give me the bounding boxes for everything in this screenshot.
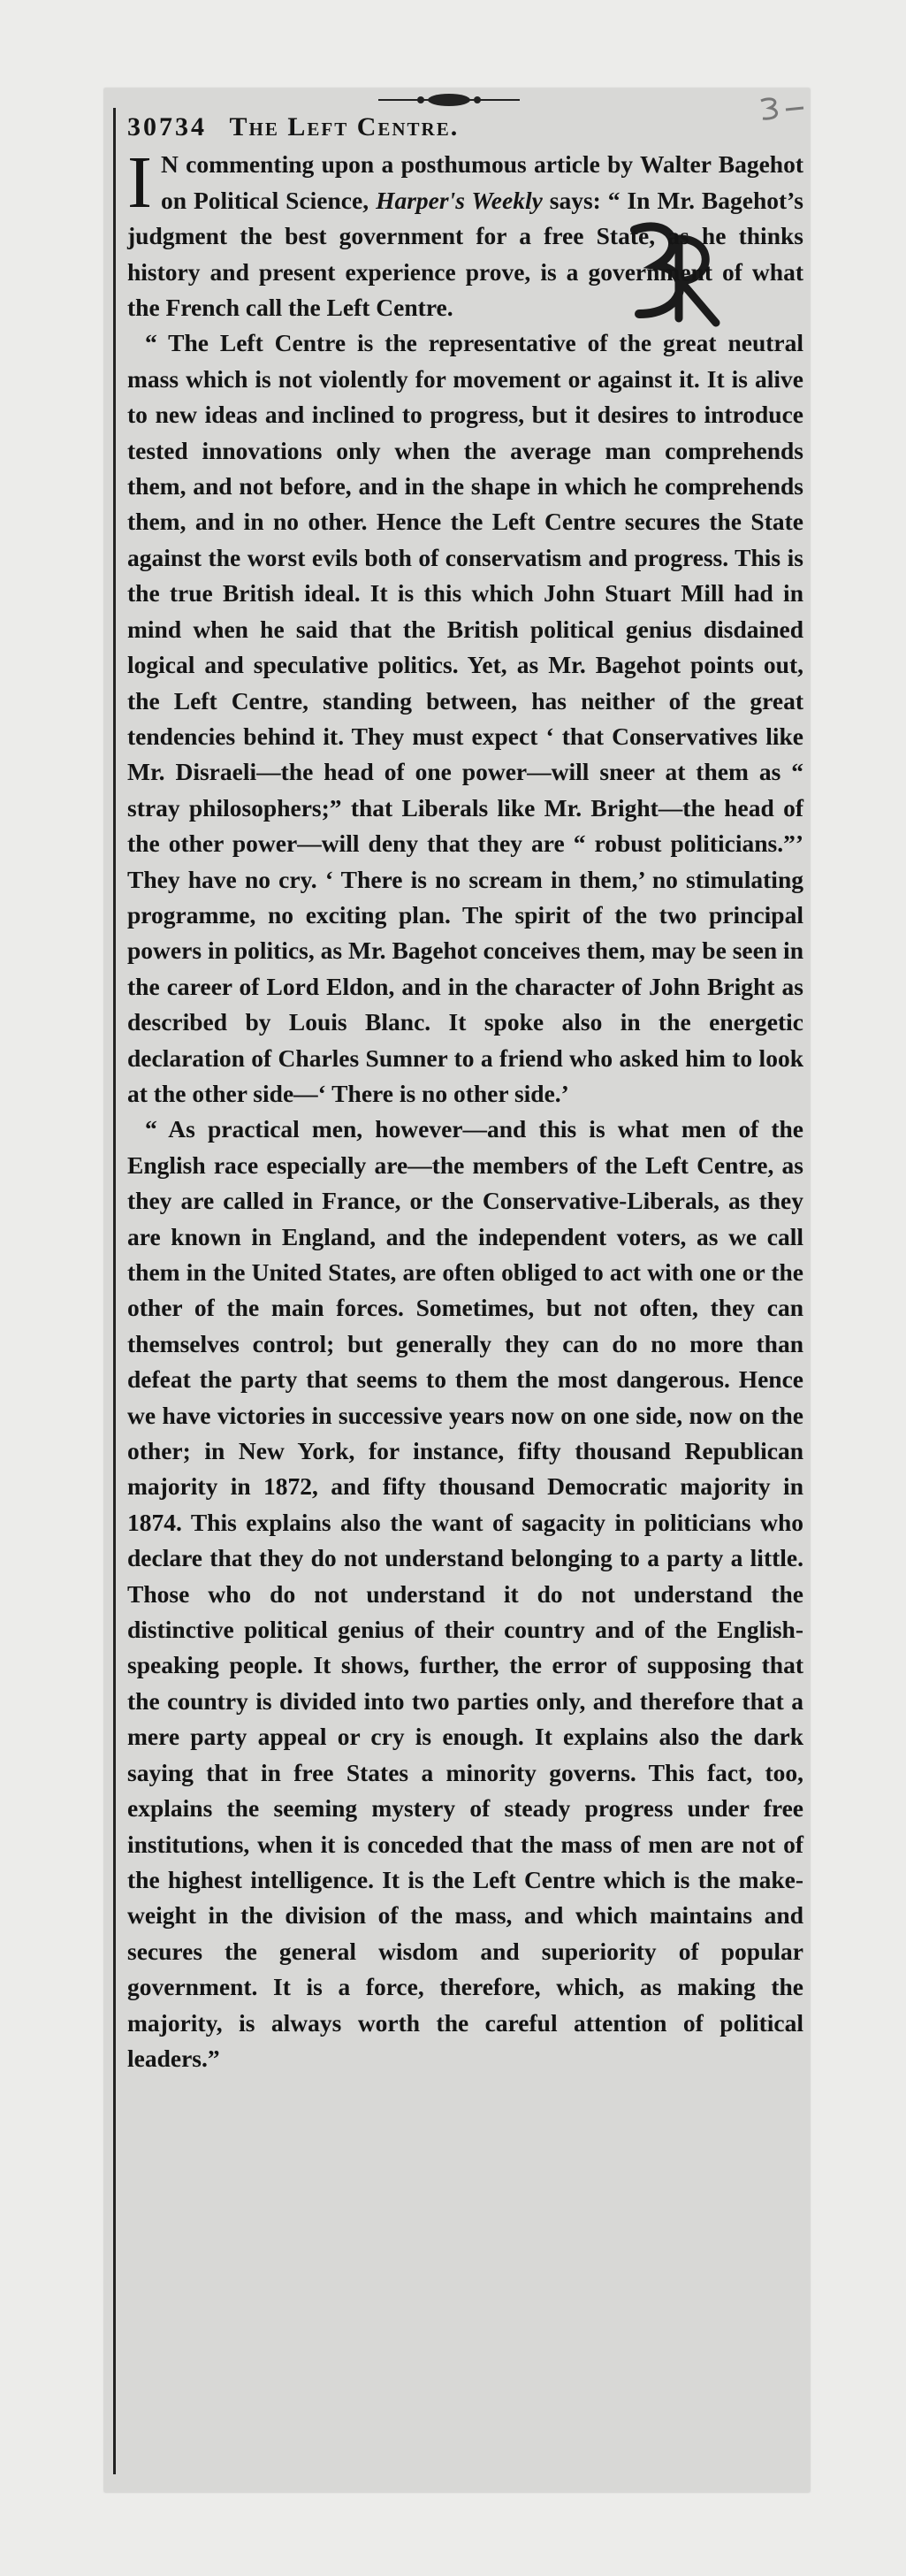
drop-cap: I <box>127 141 152 225</box>
article-heading <box>127 110 803 145</box>
paragraph-1-lead: N commenting upon a posthumous article by Walter Bagehot on Political Science, <box>160 150 803 214</box>
paragraph-3: “ As practical men, however—and this is what men of the English race especially are—the members of the Left Centre, as they are called in France, or the Conservative-Liberals, as they are known in England, and the independent voters, as we call them in the United States, are often obliged to act with one or the other of the main forces. Sometimes, but not often, they can themselves control; but generally they can do no more than defeat the party that seems to them the most dangerous. Hence we have victories in successive years now on one side, now on the other; in New York, for instance, fifty thousand Republican majority in 1872, and fifty thousand Democratic majority in 1874. This explains also the want of sagacity in politicians who declare that they do not understand belonging to a party a little. Those who do not understand it do not understand the distinctive political genius of their country and of the English-speaking people. It shows, further, the error of supposing that the country is divided into two parties only, and therefore that a mere party appeal or cry is enough. It explains also the dark saying that in free States a minority governs. This fact, too, explains the seeming mystery of steady progress under free institutions, when it is conceded that the mass of men are not of the highest intelligence. It is the Left Centre which is the make-weight in the division of the mass, and which maintains and secures the general wisdom and superiority of popular government. It is a force, therefore, which, as making the majority, is always worth the careful attention of political leaders.” <box>127 1115 803 2072</box>
article-title: The Left Centre. <box>229 112 460 141</box>
newspaper-clipping <box>104 88 810 2492</box>
source-name: Harper's Weekly <box>376 186 543 214</box>
ornament-rule-icon <box>378 90 520 110</box>
paragraph-1-rest: says: “ In Mr. Bagehot’s judgment the best government for a free State, as he thinks history and present experience prove, is a government of what the French call the Left Centre. <box>127 186 803 322</box>
article-body <box>127 110 803 2076</box>
paragraph-2: “ The Left Centre is the representative of the great neutral mass which is not violently for movement or against it. It is alive to new ideas and inclined to progress, but it desires to introduce tested innovations only when the average man comprehends them, and not before, and in the shape in which he comprehends them, and in no other. Hence the Left Centre secures the State against the worst evils both of conservatism and progress. This is the true British ideal. It is this which John Stuart Mill had in mind when he said that the British political genius disdained logical and speculative politics. Yet, as Mr. Bagehot points out, the Left Centre, standing between, has neither of the great tendencies behind it. They must expect ‘ that Conservatives like Mr. Disraeli—the head of one power—will sneer at them as “ stray philosophers;” that Liberals like Mr. Bright—the head of the other power—will deny that they are “ robust politicians.”’ They have no cry. ‘ There is no scream in them,’ no stimulating programme, no exciting plan. The spirit of the two principal powers in politics, as Mr. Bagehot conceives them, may be seen in the career of Lord Eldon, and in the character of John Bright as described by Louis Blanc. It spoke also in the energetic declaration of Charles Sumner to a friend who asked him to look at the other side—‘ There is no other side.’ <box>127 329 803 1107</box>
column-rule <box>113 108 116 2474</box>
article-number: 30734 <box>127 112 207 141</box>
paragraph-1 <box>127 141 803 325</box>
